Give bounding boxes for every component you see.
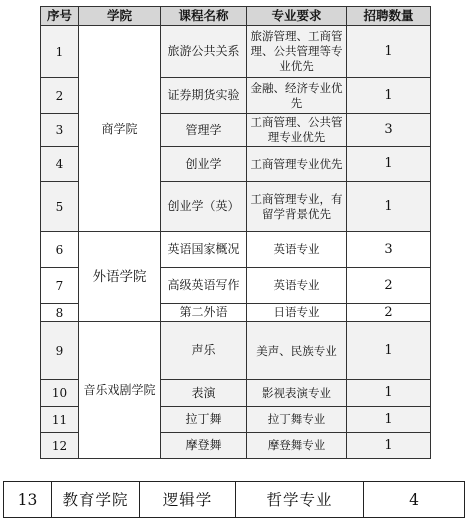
extra-row-major: 哲学专业 xyxy=(236,482,364,518)
row-count: 1 xyxy=(347,182,431,232)
row-course: 拉丁舞 xyxy=(161,407,247,433)
row-no: 9 xyxy=(41,322,79,380)
row-major: 影视表演专业 xyxy=(247,380,347,407)
row-count: 1 xyxy=(347,433,431,459)
row-no: 12 xyxy=(41,433,79,459)
extra-row-no: 13 xyxy=(4,482,52,518)
row-no: 5 xyxy=(41,182,79,232)
row-major: 工商管理专业，有留学背景优先 xyxy=(247,182,347,232)
extra-row-count: 4 xyxy=(364,482,465,518)
row-no: 2 xyxy=(41,78,79,114)
row-major: 工商管理专业优先 xyxy=(247,147,347,182)
row-no: 8 xyxy=(41,304,79,322)
row-no: 10 xyxy=(41,380,79,407)
table-header-row xyxy=(41,7,431,26)
row-count: 1 xyxy=(347,322,431,380)
row-count: 2 xyxy=(347,268,431,304)
row-no: 3 xyxy=(41,114,79,147)
row-course: 英语国家概况 xyxy=(161,232,247,268)
header-course: 课程名称 xyxy=(161,7,247,26)
row-major: 英语专业 xyxy=(247,268,347,304)
row-major: 工商管理、公共管理专业优先 xyxy=(247,114,347,147)
college-foreign: 外语学院 xyxy=(79,232,161,322)
recruitment-table xyxy=(40,6,431,459)
row-major: 金融、经济专业优先 xyxy=(247,78,347,114)
row-count: 3 xyxy=(347,232,431,268)
header-no: 序号 xyxy=(41,7,79,26)
row-major: 旅游管理、工商管理、公共管理等专业优先 xyxy=(247,26,347,78)
row-course: 摩登舞 xyxy=(161,433,247,459)
header-major: 专业要求 xyxy=(247,7,347,26)
table-row xyxy=(41,26,431,78)
table-row xyxy=(41,232,431,268)
row-major: 摩登舞专业 xyxy=(247,433,347,459)
row-course: 声乐 xyxy=(161,322,247,380)
row-major: 美声、民族专业 xyxy=(247,322,347,380)
extra-recruitment-row-table xyxy=(3,481,465,518)
header-college: 学院 xyxy=(79,7,161,26)
row-count: 1 xyxy=(347,26,431,78)
row-course: 管理学 xyxy=(161,114,247,147)
row-no: 6 xyxy=(41,232,79,268)
row-course: 旅游公共关系 xyxy=(161,26,247,78)
table-row xyxy=(41,322,431,380)
row-count: 1 xyxy=(347,380,431,407)
row-course: 创业学 xyxy=(161,147,247,182)
row-major: 日语专业 xyxy=(247,304,347,322)
extra-row-college: 教育学院 xyxy=(52,482,140,518)
row-no: 7 xyxy=(41,268,79,304)
row-course: 高级英语写作 xyxy=(161,268,247,304)
row-no: 11 xyxy=(41,407,79,433)
row-course: 表演 xyxy=(161,380,247,407)
row-no: 1 xyxy=(41,26,79,78)
college-music: 音乐戏剧学院 xyxy=(79,322,161,459)
row-count: 1 xyxy=(347,407,431,433)
row-count: 1 xyxy=(347,78,431,114)
table-row xyxy=(4,482,465,518)
row-course: 第二外语 xyxy=(161,304,247,322)
row-count: 3 xyxy=(347,114,431,147)
row-count: 2 xyxy=(347,304,431,322)
college-business: 商学院 xyxy=(79,26,161,232)
row-course: 创业学（英） xyxy=(161,182,247,232)
row-count: 1 xyxy=(347,147,431,182)
row-major: 拉丁舞专业 xyxy=(247,407,347,433)
header-count: 招聘数量 xyxy=(347,7,431,26)
extra-row-course: 逻辑学 xyxy=(140,482,236,518)
row-no: 4 xyxy=(41,147,79,182)
row-major: 英语专业 xyxy=(247,232,347,268)
row-course: 证券期货实验 xyxy=(161,78,247,114)
